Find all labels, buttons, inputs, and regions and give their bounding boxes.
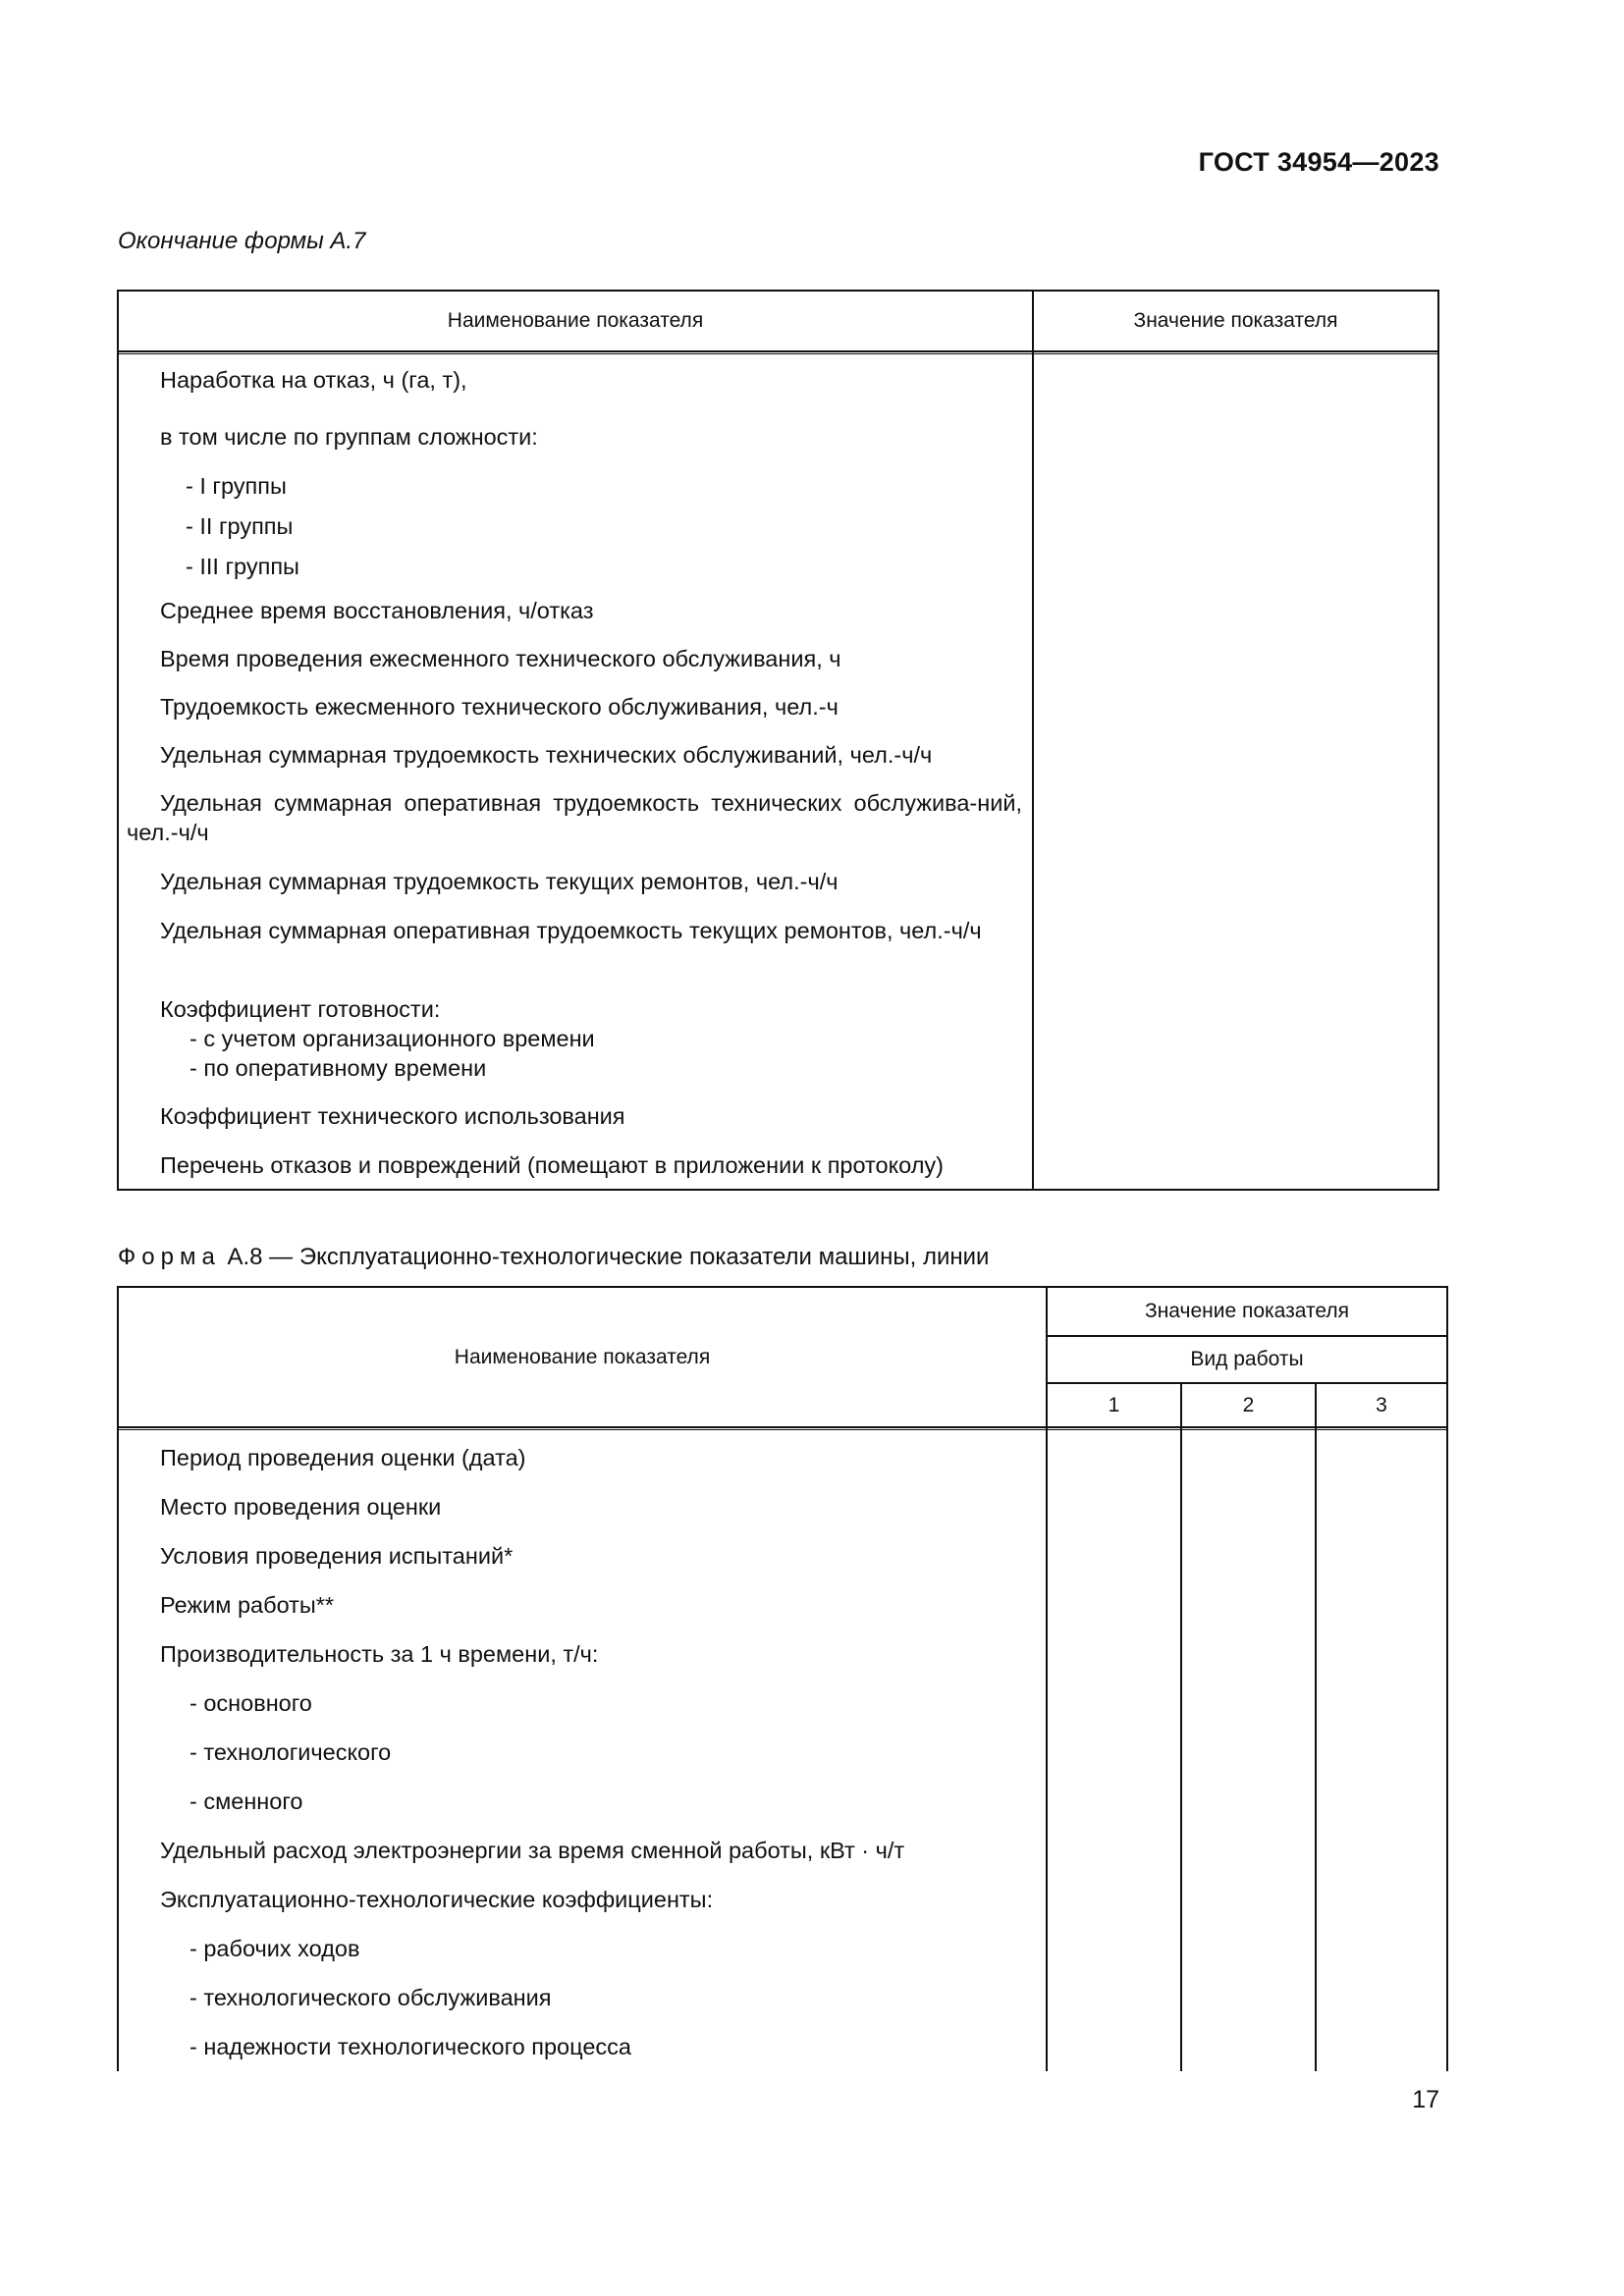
table-row: - сменного: [189, 1789, 303, 1814]
table-row: Удельная суммарная трудоемкость технических обслуживаний, чел.-ч/ч: [160, 742, 933, 768]
table-row: Место проведения оценки: [160, 1494, 442, 1520]
table-row: Среднее время восстановления, ч/отказ: [160, 598, 594, 623]
form-a7-table: [117, 290, 1439, 1191]
table-row: в том числе по группам сложности:: [160, 424, 538, 450]
table-row: - технологического обслуживания: [189, 1985, 552, 2010]
column-divider: [1315, 1384, 1317, 2071]
table-row: Условия проведения испытаний*: [160, 1543, 514, 1569]
header-divider: [119, 1426, 1446, 1430]
form-a7-header-row: [119, 292, 1437, 350]
table-row: - по оперативному времени: [189, 1055, 487, 1081]
table-row: - надежности технологического процесса: [189, 2034, 631, 2059]
table-row: Удельный расход электроэнергии за время сменной работы, кВт · ч/т: [160, 1838, 905, 1863]
table-row: Удельная суммарная оперативная трудоемкость технических обслужива-ний, чел.-ч/ч: [127, 790, 1022, 845]
form-a8-header-work-type: Вид работы: [1190, 1348, 1304, 1370]
table-row: - основного: [189, 1690, 312, 1716]
form-a7-header-value: Значение показателя: [1133, 309, 1338, 332]
table-row: - II группы: [186, 513, 294, 539]
table-row: - I группы: [186, 473, 287, 499]
table-row: - III группы: [186, 554, 299, 579]
column-divider: [1180, 1384, 1182, 2071]
table-row: Удельная суммарная оперативная трудоемкость текущих ремонтов, чел.-ч/ч: [160, 918, 982, 943]
form-a8-header-col-3: 3: [1376, 1394, 1387, 1416]
table-row: Трудоемкость ежесменного технического обслуживания, чел.-ч: [160, 694, 839, 720]
form-a8-caption: [118, 1244, 989, 1271]
header-divider: [1046, 1382, 1446, 1384]
form-a8-caption-title: А.8 — Эксплуатационно-технологические показатели машины, линии: [227, 1244, 990, 1270]
table-row: Перечень отказов и повреждений (помещают в приложении к протоколу): [160, 1152, 945, 1178]
header-divider: [1046, 1335, 1446, 1337]
table-row: Удельная суммарная трудоемкость текущих ремонтов, чел.-ч/ч: [160, 869, 839, 894]
form-a8-header-value: Значение показателя: [1145, 1300, 1349, 1322]
table-row: Эксплуатационно-технологические коэффициенты:: [160, 1887, 714, 1912]
table-row: Время проведения ежесменного технического обслуживания, ч: [160, 646, 841, 671]
page-number: 17: [1412, 2086, 1439, 2113]
form-a7-caption: Окончание формы А.7: [118, 228, 366, 254]
form-a8-header-col-1: 1: [1108, 1394, 1120, 1416]
table-row: - технологического: [189, 1739, 392, 1765]
table-row: Коэффициент готовности:: [160, 996, 441, 1022]
table-row: Производительность за 1 ч времени, т/ч:: [160, 1641, 599, 1667]
table-row: - с учетом организационного времени: [189, 1026, 595, 1051]
standard-title: ГОСТ 34954—2023: [1198, 147, 1439, 177]
table-row: Режим работы**: [160, 1592, 335, 1618]
table-row: Коэффициент технического использования: [160, 1103, 625, 1129]
form-a8-caption-prefix: Форма: [118, 1244, 221, 1270]
table-row: Наработка на отказ, ч (га, т),: [160, 367, 467, 393]
table-row: - рабочих ходов: [189, 1936, 360, 1961]
form-a7-header-name: Наименование показателя: [447, 309, 704, 332]
form-a8-header-name: Наименование показателя: [454, 1346, 711, 1368]
form-a8-header-col-2: 2: [1242, 1394, 1255, 1416]
form-a8-table: [117, 1286, 1448, 2071]
header-divider: [119, 350, 1437, 354]
table-row: Период проведения оценки (дата): [160, 1445, 526, 1470]
